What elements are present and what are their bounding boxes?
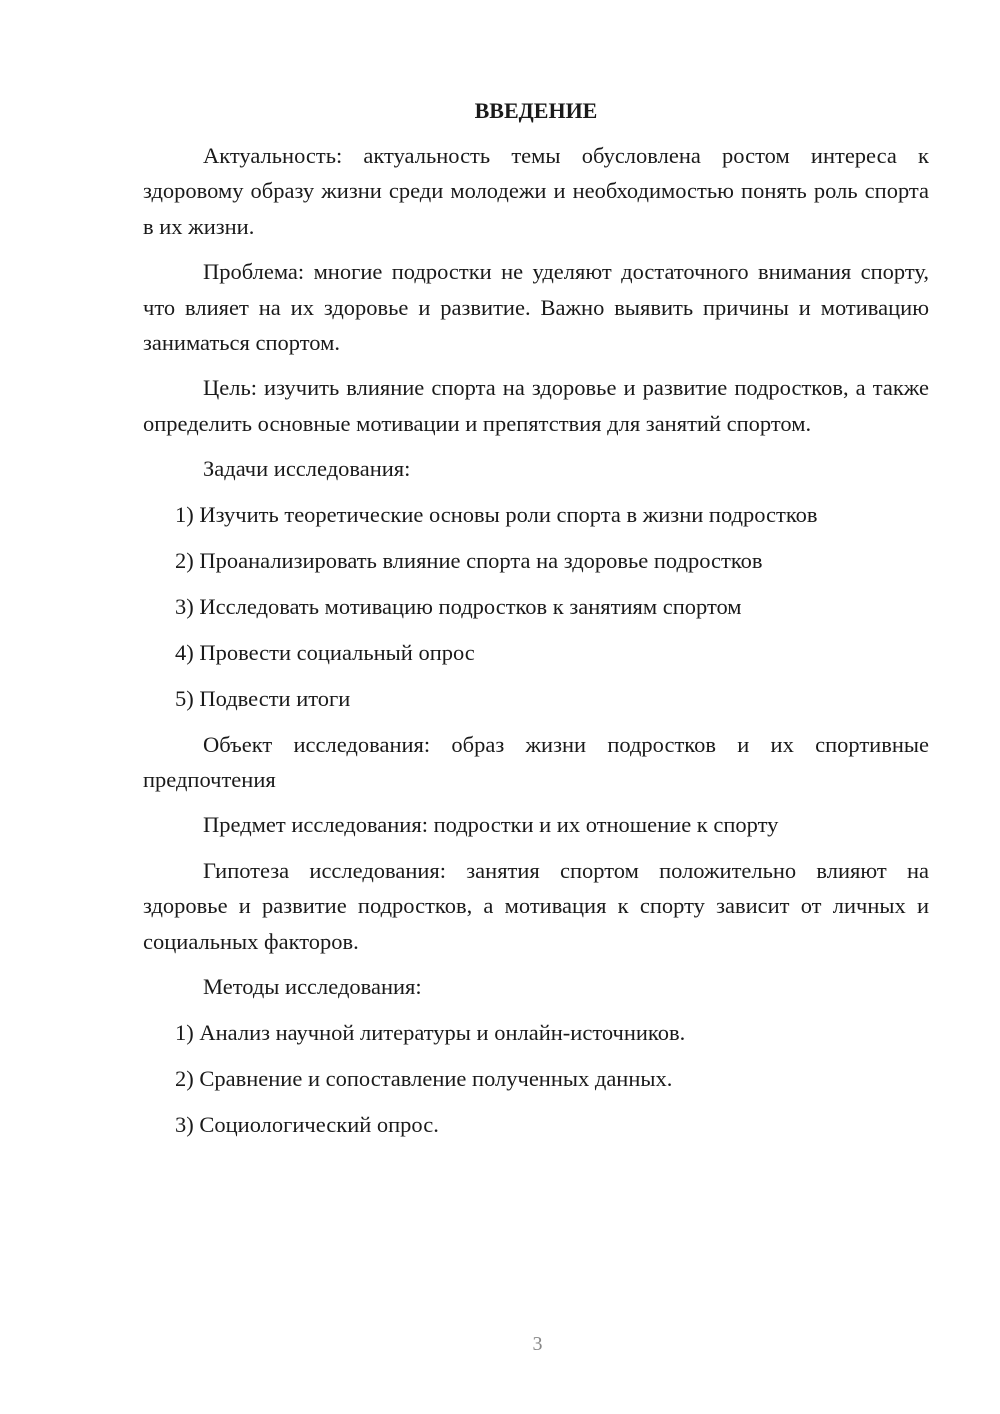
list-item: 4) Провести социальный опрос <box>175 639 475 665</box>
page-number: 3 <box>532 1333 543 1355</box>
page-title: ВВЕДЕНИЕ <box>474 98 598 123</box>
page-body <box>143 96 929 1153</box>
list-item: 2) Сравнение и сопоставление полученных данных. <box>175 1065 673 1091</box>
problem-paragraph: Проблема: многие подростки не уделяют достаточного внимания спорту, что влияет на их здоровье и развитие. Важно выявить причины и мотивацию заниматься спортом. <box>143 259 929 356</box>
goal-paragraph: Цель: изучить влияние спорта на здоровье и развитие подростков, а также определить основные мотивации и препятствия для занятий спортом. <box>143 375 929 436</box>
relevance-paragraph: Актуальность: актуальность темы обусловлена ростом интереса к здоровому образу жизни среди молодежи и необходимостью понять роль спорта в их жизни. <box>143 143 929 239</box>
object-paragraph: Объект исследования: образ жизни подростков и их спортивные предпочтения <box>143 731 929 793</box>
tasks-label: Задачи исследования: <box>203 456 411 482</box>
methods-label: Методы исследования: <box>203 974 422 1000</box>
methods-list <box>143 1015 929 1142</box>
hypothesis-paragraph: Гипотеза исследования: занятия спортом положительно влияют на здоровье и развитие подростков, а мотивация к спорту зависит от личных и социальных факторов. <box>143 857 929 954</box>
list-item: 5) Подвести итоги <box>175 685 351 711</box>
list-item: 1) Анализ научной литературы и онлайн-источников. <box>175 1019 686 1045</box>
list-item: 1) Изучить теоретические основы роли спорта в жизни подростков <box>175 501 818 527</box>
list-item: 3) Социологический опрос. <box>175 1111 439 1137</box>
tasks-list <box>143 497 929 716</box>
subject-paragraph: Предмет исследования: подростки и их отношение к спорту <box>203 812 779 838</box>
list-item: 2) Проанализировать влияние спорта на здоровье подростков <box>175 547 763 573</box>
list-item: 3) Исследовать мотивацию подростков к занятиям спортом <box>175 593 742 619</box>
